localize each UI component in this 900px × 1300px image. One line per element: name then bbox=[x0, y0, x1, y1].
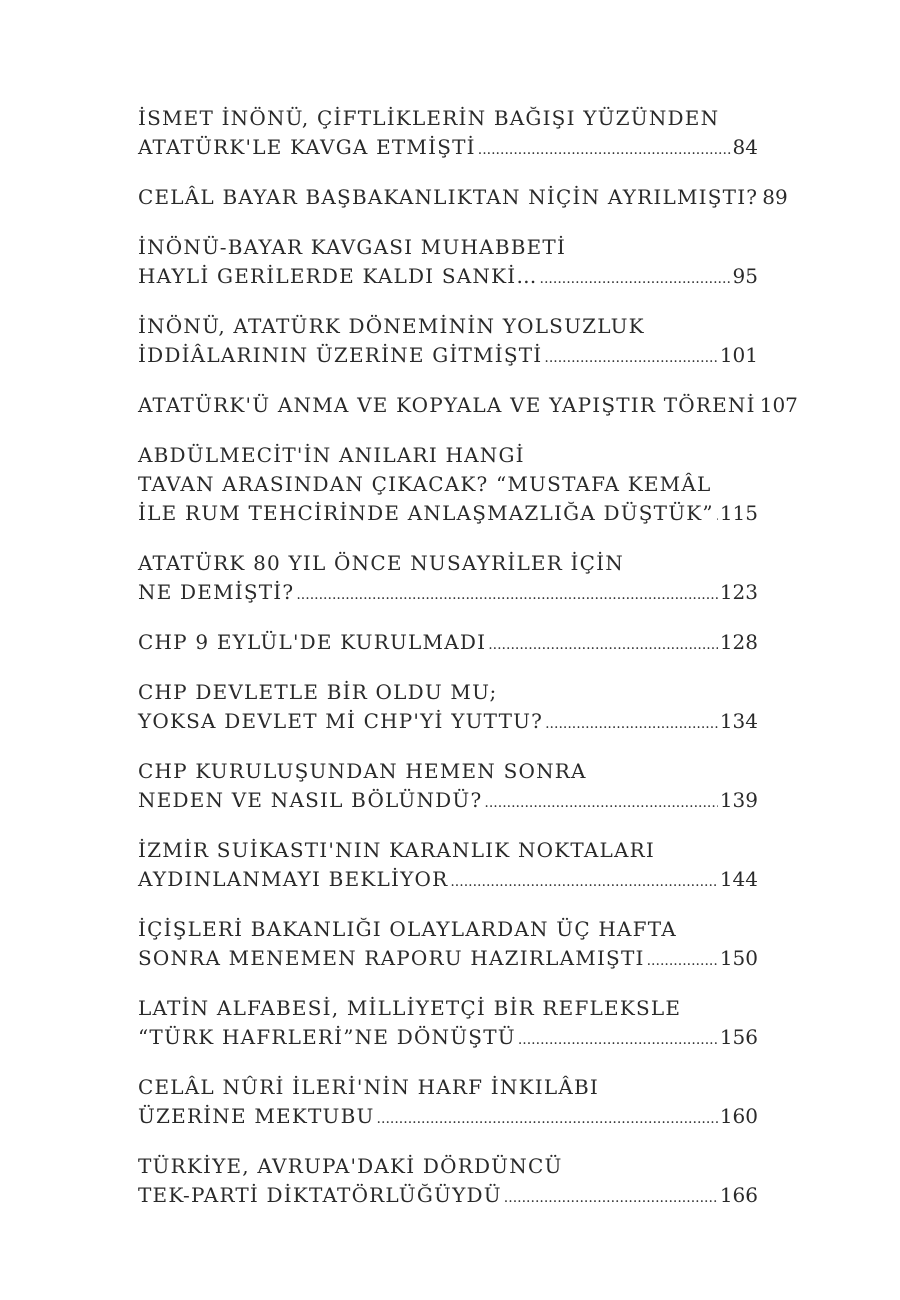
dot-leader bbox=[544, 344, 717, 373]
toc-entry bbox=[138, 183, 788, 215]
toc-entry-final-line bbox=[138, 499, 758, 531]
page-number: 107 bbox=[759, 393, 798, 417]
page-number: 123 bbox=[719, 580, 758, 604]
toc-entry bbox=[138, 836, 758, 897]
page-number: 101 bbox=[719, 343, 758, 367]
page-number: 128 bbox=[719, 630, 758, 654]
toc-entry-title-line: ATATÜRK 80 YIL ÖNCE NUSAYRİLER İÇİN bbox=[138, 551, 624, 575]
dot-leader bbox=[484, 789, 717, 818]
toc-entry-final-line bbox=[138, 944, 758, 976]
toc-entry-final-line bbox=[138, 1102, 758, 1134]
toc-entry-final-line bbox=[138, 628, 758, 660]
toc-entry-title-line: İSMET İNÖNÜ, ÇİFTLİKLERİN BAĞIŞI YÜZÜNDEN bbox=[138, 106, 720, 130]
page-number: 95 bbox=[732, 264, 758, 288]
dot-leader bbox=[647, 947, 718, 976]
toc-entry-title-line: CHP KURULUŞUNDAN HEMEN SONRA bbox=[138, 759, 587, 783]
toc-entry-final-line bbox=[138, 391, 798, 423]
page-number: 134 bbox=[719, 709, 758, 733]
page-number: 156 bbox=[719, 1025, 758, 1049]
toc-entry-title-line: CHP DEVLETLE BİR OLDU MU; bbox=[138, 680, 498, 704]
toc-entry-title-line: CELÂL BAYAR BAŞBAKANLIKTAN NİÇİN AYRILMIŞTI? bbox=[138, 185, 759, 209]
toc-entry-final-line bbox=[138, 1023, 758, 1055]
toc-entry bbox=[138, 915, 758, 976]
dot-leader bbox=[540, 265, 731, 294]
toc-entry bbox=[138, 994, 758, 1055]
toc-entry-title-line: CELÂL NÛRİ İLERİ'NİN HARF İNKILÂBI bbox=[138, 1075, 599, 1099]
dot-leader bbox=[450, 868, 717, 897]
toc-entry-title-line: İLE RUM TEHCİRİNDE ANLAŞMAZLIĞA DÜŞTÜK” bbox=[138, 501, 714, 525]
toc-entry-title-line: TÜRKİYE, AVRUPA'DAKİ DÖRDÜNCÜ bbox=[138, 1154, 563, 1178]
dot-leader bbox=[488, 631, 718, 660]
toc-entry-title-line: TEK-PARTİ DİKTATÖRLÜĞÜYDÜ bbox=[138, 1183, 502, 1207]
dot-leader bbox=[377, 1105, 718, 1134]
toc-entry-title-line: İNÖNÜ-BAYAR KAVGASI MUHABBETİ bbox=[138, 235, 567, 259]
toc-entry-final-line bbox=[138, 341, 758, 373]
table-of-contents bbox=[138, 104, 798, 1231]
toc-entry-title-line: CHP 9 EYLÜL'DE KURULMADI bbox=[138, 630, 487, 654]
toc-entry bbox=[138, 757, 758, 818]
toc-entry-title-line: NEDEN VE NASIL BÖLÜNDÜ? bbox=[138, 788, 483, 812]
toc-entry-title-line: ÜZERİNE MEKTUBU bbox=[138, 1104, 375, 1128]
toc-entry-final-line bbox=[138, 133, 758, 165]
toc-entry-title-line: LATİN ALFABESİ, MİLLİYETÇİ BİR REFLEKSLE bbox=[138, 996, 682, 1020]
toc-entry-title-line: AYDINLANMAYI BEKLİYOR bbox=[138, 867, 449, 891]
toc-entry-title-line: İDDİÂLARININ ÜZERİNE GİTMİŞTİ bbox=[138, 343, 543, 367]
page-number: 84 bbox=[732, 135, 758, 159]
toc-entry bbox=[138, 104, 758, 165]
toc-entry-title-line: ABDÜLMECİT'İN ANILARI HANGİ bbox=[138, 443, 525, 467]
page-number: 150 bbox=[719, 946, 758, 970]
toc-entry-title-line: ATATÜRK'LE KAVGA ETMİŞTİ bbox=[138, 135, 476, 159]
toc-entry bbox=[138, 441, 758, 531]
toc-entry-title-line: TAVAN ARASINDAN ÇIKACAK? “MUSTAFA KEMÂL bbox=[138, 472, 712, 496]
toc-entry-final-line bbox=[138, 786, 758, 818]
toc-entry bbox=[138, 549, 758, 610]
toc-entry-title-line: SONRA MENEMEN RAPORU HAZIRLAMIŞTI bbox=[138, 946, 645, 970]
toc-entry-title-line: “TÜRK HAFRLERİ”NE DÖNÜŞTÜ bbox=[138, 1025, 516, 1049]
toc-entry bbox=[138, 1152, 758, 1213]
toc-entry bbox=[138, 233, 758, 294]
toc-entry-final-line bbox=[138, 578, 758, 610]
page-number: 89 bbox=[762, 185, 788, 209]
toc-entry bbox=[138, 1073, 758, 1134]
toc-entry-title-line: HAYLİ GERİLERDE KALDI SANKİ… bbox=[138, 264, 538, 288]
toc-entry-title-line: ATATÜRK'Ü ANMA VE KOPYALA VE YAPIŞTIR TÖRENİ bbox=[138, 393, 756, 417]
toc-entry bbox=[138, 628, 758, 660]
dot-leader bbox=[478, 136, 731, 165]
toc-entry-title-line: İZMİR SUİKASTI'NIN KARANLIK NOKTALARI bbox=[138, 838, 655, 862]
dot-leader bbox=[545, 710, 718, 739]
toc-entry-final-line bbox=[138, 262, 758, 294]
page-number: 166 bbox=[719, 1183, 758, 1207]
toc-entry-title-line: YOKSA DEVLET Mİ CHP'Yİ YUTTU? bbox=[138, 709, 544, 733]
toc-entry-final-line bbox=[138, 1181, 758, 1213]
page-number: 160 bbox=[719, 1104, 758, 1128]
toc-entry-final-line bbox=[138, 865, 758, 897]
page-number: 144 bbox=[719, 867, 758, 891]
toc-entry-title-line: İNÖNÜ, ATATÜRK DÖNEMİNİN YOLSUZLUK bbox=[138, 314, 645, 338]
page-number: 139 bbox=[719, 788, 758, 812]
toc-entry bbox=[138, 312, 758, 373]
toc-entry-title-line: İÇİŞLERİ BAKANLIĞI OLAYLARDAN ÜÇ HAFTA bbox=[138, 917, 677, 941]
page-number: 115 bbox=[719, 501, 758, 525]
toc-entry bbox=[138, 678, 758, 739]
toc-entry-title-line: NE DEMİŞTİ? bbox=[138, 580, 295, 604]
toc-entry bbox=[138, 391, 798, 423]
dot-leader bbox=[504, 1184, 718, 1213]
dot-leader bbox=[518, 1026, 718, 1055]
dot-leader bbox=[716, 502, 718, 531]
toc-entry-final-line bbox=[138, 707, 758, 739]
toc-entry-final-line bbox=[138, 183, 788, 215]
dot-leader bbox=[296, 581, 717, 610]
